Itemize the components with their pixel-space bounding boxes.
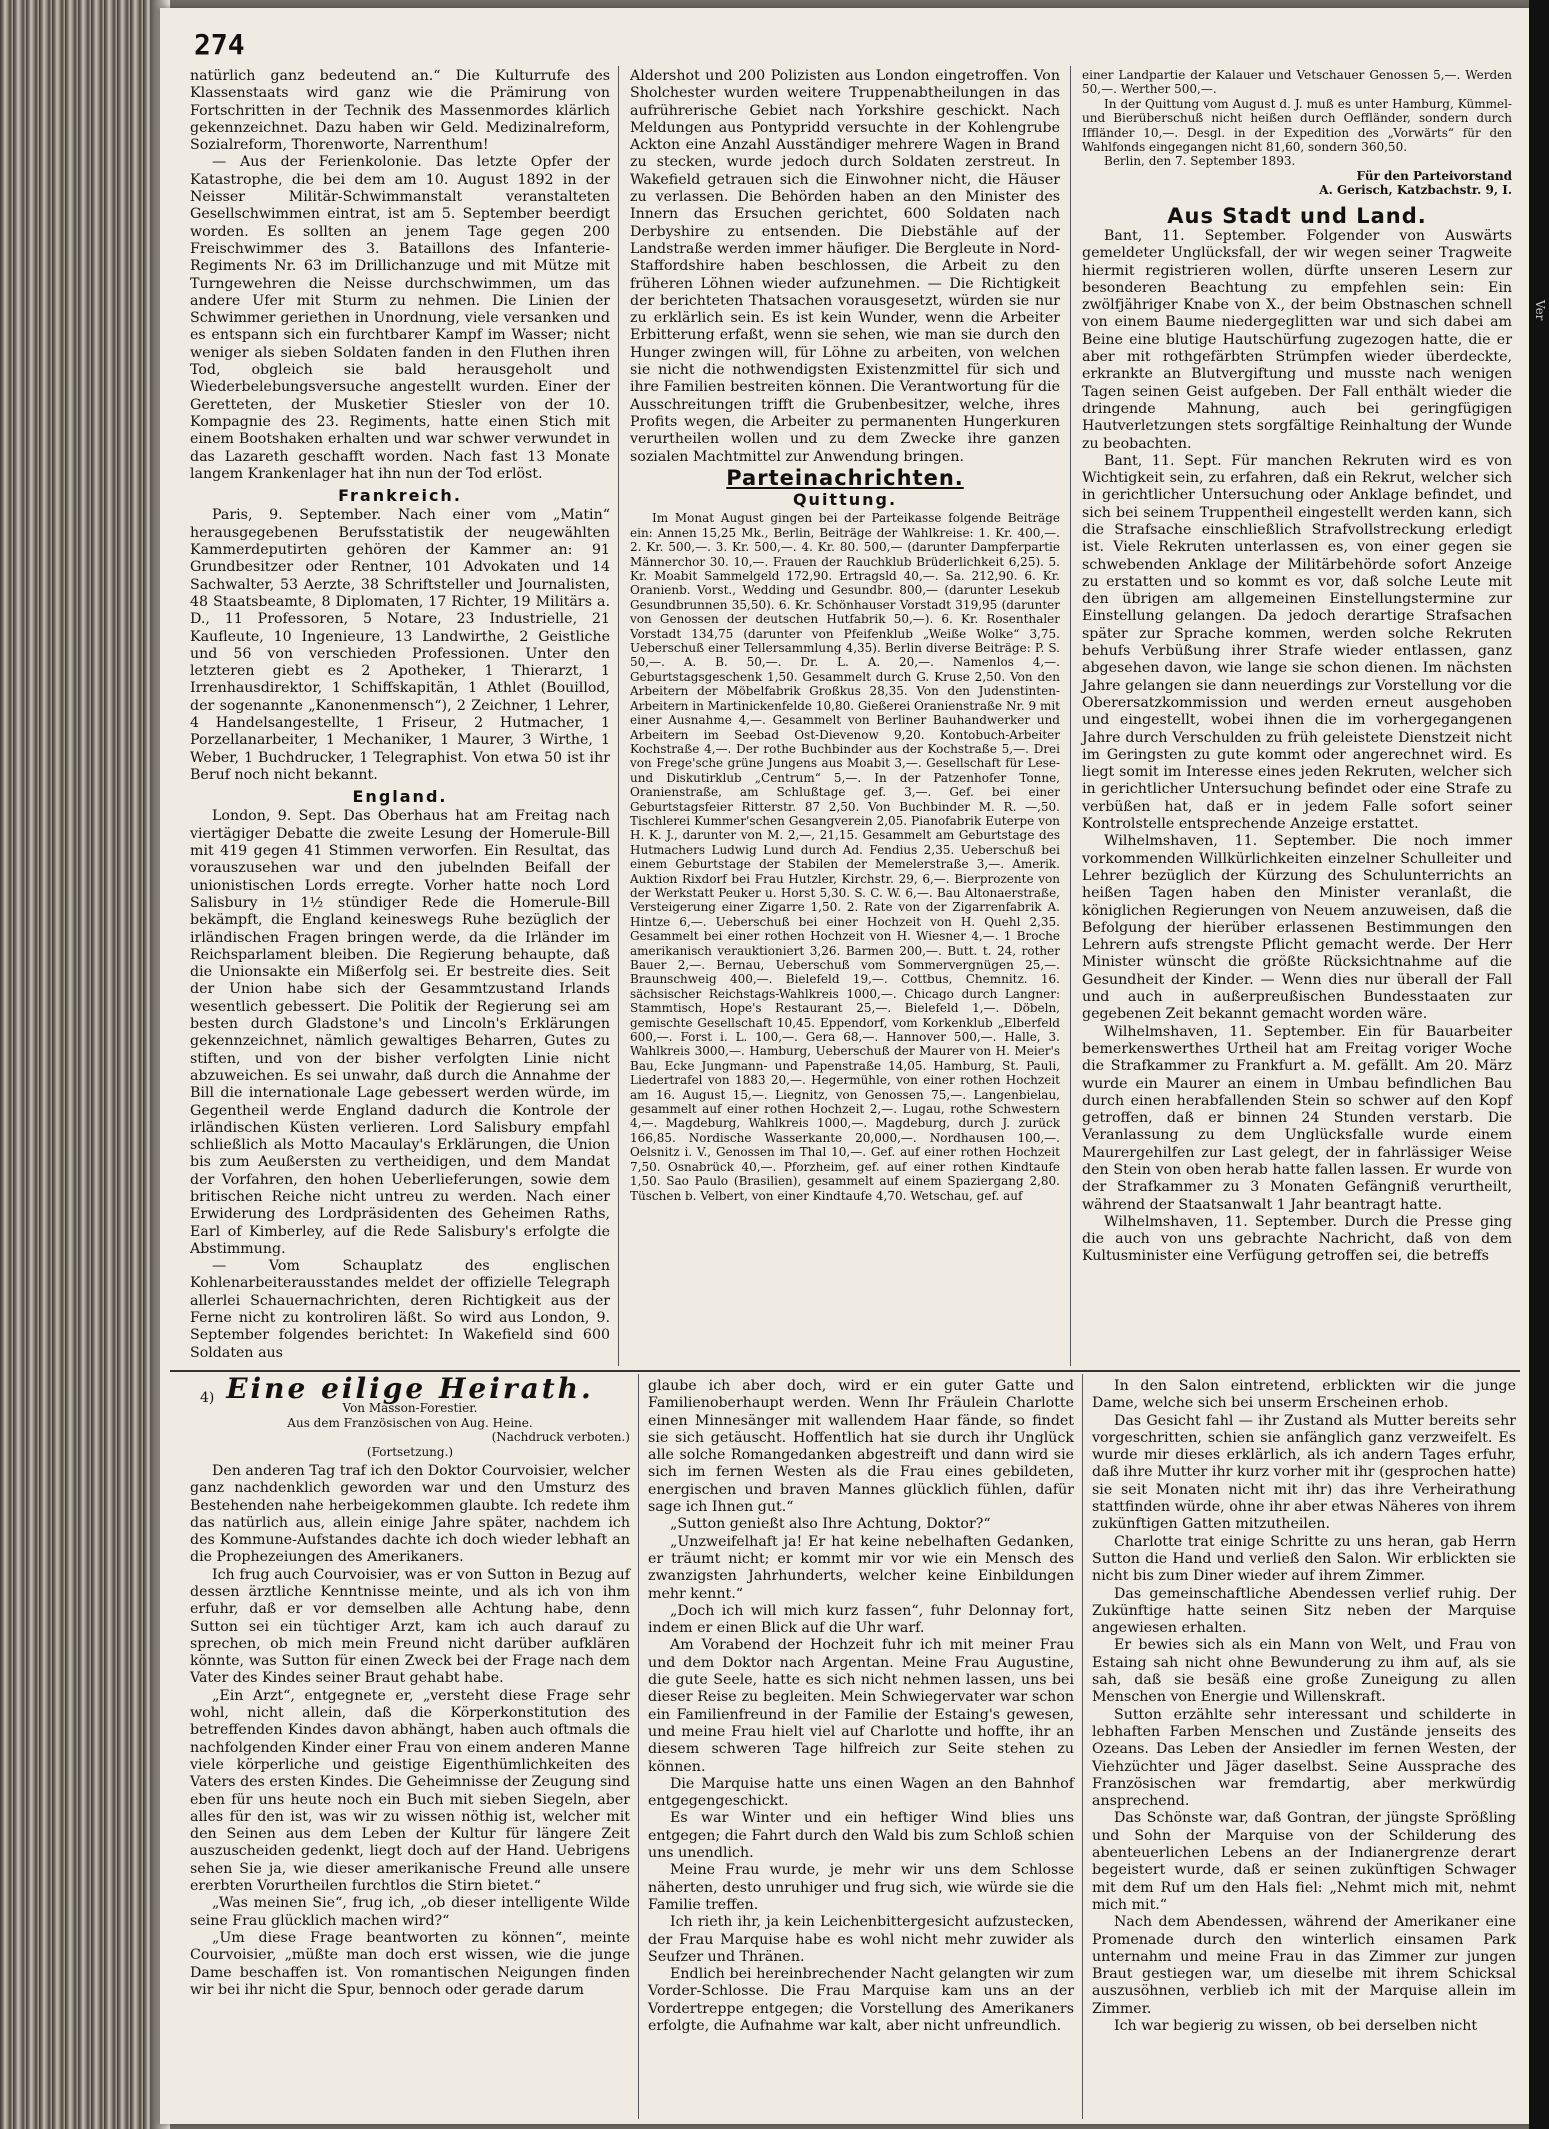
story-paragraph: „Was meinen Sie“, frug ich, „ob dieser intelligente Wilde seine Frau glücklich machen wird?“ [190,1895,630,1929]
book-binding [0,0,150,2129]
dateline: Berlin, den 7. September 1893. [1104,154,1296,169]
edge-mark: Ver [1533,300,1547,321]
column-rule [638,1374,639,2119]
section-heading-england: England. [352,787,448,807]
signature-line: Für den Parteivorstand [1356,168,1512,183]
article-text: Paris, 9. September. Nach einer vom „Matin“ herausgegebenen Berufsstatistik der neugewählten Kammerdeputirten gehören der Kammer an: 91 Grundbesitzer oder Rentner, 101 Advokaten und 14 Sachwalter, 53 Aerzte, 38 Schriftsteller und Journalisten, 48 Staatsbeamte, 8 Diplomaten, 17 Richter, 19 Militärs a. D., 11 Professoren, 5 Notare, 23 Industrielle, 21 Kaufleute, 10 Ingenieure, 13 Landwirthe, 2 Geistliche und 56 von verschieden Professionen. Unter den letzteren giebt es 2 Apotheker, 1 Thierarzt, 1 Irrenhausdirektor, 1 Schiffskapitän, 1 Athlet (Bouillod, der sogenannte „Kanonenmensch“), 2 Zeichner, 1 Lehrer, 4 Handelsangestellte, 1 Friseur, 2 Hutmacher, 1 Porzellanarbeiter, 1 Mechaniker, 1 Maurer, 3 Wirthe, 1 Weber, 1 Buchdrucker, 1 Telegraphist. Von etwa 50 ist ihr Beruf noch nicht bekannt. [190,507,610,783]
correction-note: In der Quittung vom August d. J. muß es unter Hamburg, Kümmel- und Bierüberschuß nicht heißen durch Oeffländer, sondern durch Iffländer 10,—. Desgl. in der Expedition des „Vorwärts“ für den Wahlfonds eingegangen nicht 81,60, sondern 360,50. [1082,96,1512,155]
subheading-quittung: Quittung. [792,490,898,510]
article-text: — Vom Schauplatz des englischen Kohlenarbeiterausstandes meldet der offizielle Telegraph allerlei Schauernachrichten, deren Richtigkeit aus der Ferne nicht zu kontroliren läßt. So wird aus London, 9. September folgendes berichtet: In Wakefield sind 600 Soldaten aus [190,1258,610,1361]
feuilleton-column-1 [190,1372,630,1999]
story-paragraph: Es war Winter und ein heftiger Wind blies uns entgegen; die Fahrt durch den Wald bis zum Schloß schien uns unendlich. [648,1810,1074,1862]
story-paragraph: „Um diese Frage beantworten zu können“, meinte Courvoisier, „müßte man doch erst wissen, wie die junge Dame beschaffen ist. Von romantischen Neigungen finden wir bei ihr nicht die Spur, bennoch oder gerade darum [190,1929,630,1998]
column-rule [618,66,619,1366]
feuilleton-column-3 [1092,1378,1516,2035]
column-3 [1082,68,1512,1266]
section-heading-frankreich: Frankreich. [338,486,462,506]
article-text: Aldershot und 200 Polizisten aus London eingetroffen. Von Sholchester wurden weitere Truppenabtheilungen in das aufrührerische Gebiet nach Yorkshire geschickt. Nach Meldungen aus Pontypridd versuchte in der Kohlengrube Ackton eine Anzahl Ausständiger mehrere Wagen in Brand zu stecken, wurde jedoch durch Soldaten zerstreut. In Wakefield getrauen sich die Einwohner nicht, die Häuser zu verlassen. Die Behörden haben an den Minister des Innern das Ersuchen gerichtet, 600 Soldaten nach Derbyshire zu entsenden. Die Diebstähle auf der Landstraße werden immer häufiger. Die Bergleute in Nord-Staffordshire haben beschlossen, die Arbeit zu den früheren Löhnen wieder aufzunehmen. — Die Richtigkeit der berichteten Thatsachen vorausgesetzt, würden sie nur zu erklärlich sein. Es ist kein Wunder, wenn die Arbeiter Erbitterung erfaßt, wenn sie sehen, wie man sie durch den Hunger zwingen will, für Löhne zu arbeiten, von welchen sie nicht die nothwendigsten Existenzmittel für sich und ihre Familien bestreiten können. Die Verantwortung für die Ausschreitungen trifft die Grubenbesitzer, welche, ihres Profits wegen, die Arbeiter zu permanenten Hungerkuren verurtheilen wollen und zu dem Zwecke ihre ganzen sozialen Machtmittel zur Anwendung bringen. [630,68,1060,465]
article-text: London, 9. Sept. Das Oberhaus hat am Freitag nach viertägiger Debatte die zweite Lesung der Homerule-Bill mit 419 gegen 41 Stimmen verworfen. Ein Resultat, das vorauszusehen war und den jubelnden Beifall der unionistischen Lords erregte. Vorher hatte noch Lord Salisbury in 1½ stündiger Rede die Homerule-Bill bekämpft, die England keineswegs Ruhe bezüglich der irländischen Fragen bringen werde, da die Irländer im Reichsparlament bleiben. Die Regierung behaupte, daß die Unionsakte ein Mißerfolg sei. Er bestreite dies. Seit der Union habe sich der Gesammtzustand Irlands wesentlich gebessert. Die Politik der Regierung sei am besten durch Gladstone's und Lincoln's Erklärungen gekennzeichnet, nämlich gewaltiges Beharren, Gutes zu stiften, und von der bisher verfolgten Linie nicht abzuweichen. Es sei unwahr, daß durch die Annahme der Bill die internationale Lage gebessert werden würde, im Gegentheil werde England dadurch die Kontrole der irländischen Küsten verlieren. Lord Salisbury empfahl schließlich als Motto Macaulay's Erklärungen, die Union bis zum Aeußersten zu vertheidigen, und dem Mandat der Vorfahren, den hohen Ueberlieferungen, sowie dem britischen Reiche nicht untreu zu werden. Nach einer Erwiderung des Lordpräsidenten des Geheimen Raths, Earl of Kimberley, auf die Rede Salisbury's erfolgte die Abstimmung. [190,808,610,1257]
story-paragraph: In den Salon eintretend, erblickten wir die junge Dame, welche sich bei unserm Erscheinen erhob. [1092,1378,1516,1412]
story-paragraph: Meine Frau wurde, je mehr wir uns dem Schlosse näherten, desto unruhiger und frug sich, wie würde sie die Familie treffen. [648,1862,1074,1913]
story-paragraph: Den anderen Tag traf ich den Doktor Courvoisier, welcher ganz nachdenklich geworden war und den Umsturz des Bestehenden nahe herbeigekommen glaubte. Ich redete ihm das natürlich aus, allein einige Jahre später, nachdem ich des Kommune-Aufstandes dachte ich doch wieder lebhaft an die Prophezeiungen des Amerikaners. [190,1462,630,1566]
story-paragraph: Das Schönste war, daß Gontran, der jüngste Sprößling und Sohn der Marquise von der Schilderung des abenteuerlichen Lebens an der Indianergrenze derart begeistert wurde, daß er seinen zukünftigen Schwager mit dem Ruf um den Hals fiel: „Nehmt mich mit, nehmt mich mit.“ [1092,1810,1516,1913]
story-paragraph: „Ein Arzt“, entgegnete er, „versteht diese Frage sehr wohl, nicht allein, daß die Körperkonstitution des betreffenden Kindes davon abhängt, haben auch oftmals die nachfolgenden Kinder einer Frau von einem anderen Manne viele körperliche und geistige Eigenthümlichkeiten des Vaters des ersten Kindes. Die Geheimnisse der Zeugung sind eben für uns heute noch ein Buch mit sieben Siegeln, aber alles für den ist, was wir zu wissen nöthig ist, welcher mit den Seinen aus dem Leben der Kultur für längere Zeit auszuscheiden gedenkt, liegt doch auf der Hand. Uebrigens sehen Sie ja, wie dieser amerikanische Freund alle unsere ererbten Vorurtheilen furchtlos die Stirn bietet.“ [190,1687,630,1895]
section-heading-parteinachrichten: Parteinachrichten. [726,465,964,490]
article-text: Wilhelmshaven, 11. September. Die noch immer vorkommenden Willkürlichkeiten einzelner Schulleiter und Lehrer bezüglich der Kürzung des Schulunterrichts an heißen Tagen haben den Minister veranlaßt, die königlichen Regierungen von Neuem anzuweisen, daß die Befolgung der hierüber erlassenen Bestimmungen den Lehrern aufs strengste Pflicht gemacht werde. Der Herr Minister wünscht die größte Rücksichtnahme auf die Gesundheit der Kinder. — Wenn dies nur überall der Fall und auch in außerpreußischen Bundesstaaten zur gegebenen Zeit bekannt gemacht worden wäre. [1082,833,1512,1023]
newspaper-page [160,8,1530,2124]
column-rule [1070,66,1071,1366]
article-text: Wilhelmshaven, 11. September. Durch die Presse ging die auch von uns gebrachte Nachricht, daß von dem Kultusminister eine Verfügung getroffen sei, die betreffs [1082,1213,1512,1265]
article-text: Bant, 11. Sept. Für manchen Rekruten wird es von Wichtigkeit sein, zu erfahren, daß ein Rekrut, welcher sich in gerichtlicher Untersuchung oder Anklage befindet, und sich bei seinem Truppentheil eingestellt werden kann, sich die Strafsache einschließlich Strafvollstreckung erledigt ist. Viele Rekruten unterlassen es, von einer gegen sie schwebenden Anklage der Militärbehörde sofort Anzeige zu erstatten und so kommt es vor, daß solche Leute mit den übrigen am allgemeinen Einstellungstermine zur Einstellung gelangen. Da jedoch derartige Strafsachen später zur Sprache kommen, werden solche Rekruten behufs Verbüßung ihrer Strafe wieder entlassen, ganz abgesehen davon, wie lange sie schon dienen. Im nächsten Jahre gelangen sie dann neuerdings zur Vorstellung vor die Oberersatzkommission und werden erneut ausgehoben und eingestellt, wobei ihnen die im vorhergegangenen Jahre durch Verschulden zu früh geleistete Dienstzeit nicht im Geringsten zu gute kommt oder angerechnet wird. Es liegt somit im Interesse eines jeden Rekruten, welcher sich in gerichtlicher Untersuchung befindet oder eine Strafe zu verbüßen hat, daß er in jedem Falle sofort seiner Kontrolstelle entsprechende Anzeige erstattet. [1082,452,1512,833]
story-paragraph: Die Marquise hatte uns einen Wagen an den Bahnhof entgegengeschickt. [648,1775,1074,1810]
column-rule [1082,1374,1083,2119]
receipt-list: einer Landpartie der Kalauer und Vetschauer Genossen 5,—. Werden 50,—. Werther 500,—. [1082,68,1512,97]
story-paragraph: „Doch ich will mich kurz fassen“, fuhr Delonnay fort, indem er einen Blick auf die Uhr warf. [648,1602,1074,1637]
story-paragraph: Ich frug auch Courvoisier, was er von Sutton in Bezug auf dessen ärztliche Kenntnisse meinte, und als ich von ihm erfuhr, daß er vor demselben alle Achtung habe, denn Sutton sei ein tüchtiger Arzt, kam ich auch darauf zu sprechen, ob mich mein Freund nicht darüber aufklären könnte, was Sutton für einen Zweck bei der Frage nach dem Vater des Kindes seiner Braut gehabt habe. [190,1566,630,1687]
story-paragraph: Das gemeinschaftliche Abendessen verlief ruhig. Der Zukünftige hatte seinen Sitz neben der Marquise angewiesen erhalten. [1092,1585,1516,1637]
feuilleton-column-2 [648,1378,1074,2035]
article-text: Bant, 11. September. Folgender von Auswärts gemeldeter Unglücksfall, der wir wegen seiner Tragweite hiermit registrieren wollen, dürfte unseren Lesern zur besonderen Beachtung zu empfehlen sein: Ein zwölfjähriger Knabe von X., der beim Obstnaschen schnell von einem Baume niedergeglitten war und sich dabei am Beine eine blutige Hautschürfung zugezogen hatte, die er aber mit rothgefärbten Strümpfen wieder überdeckte, erkrankte an Blutvergiftung und musste nach wenigen Tagen seinen Geist aufgeben. Der Fall enthält wieder die dringende Mahnung, auch bei geringfügigen Hautverletzungen stets sorgfältige Reinhaltung der Wunde zu beobachten. [1082,227,1512,452]
column-1 [190,68,610,1362]
story-paragraph: Er bewies sich als ein Mann von Welt, und Frau von Estaing sah nicht ohne Bewunderung zu ihm auf, als sie sah, daß sie besäß eine große Zuneigung zu allen Menschen von Energie und Willenskraft. [1092,1637,1516,1706]
story-paragraph: „Unzweifelhaft ja! Er hat keine nebelhaften Gedanken, er träumt nicht; er kommt mir vor wie ein Mensch des zwanzigsten Jahrhunderts, welcher keine Einbildungen mehr kennt.“ [648,1533,1074,1602]
story-paragraph: Sutton erzählte sehr interessant und schilderte in lebhaften Farben Menschen und Zustände jenseits des Ozeans. Das Leben der Ansiedler im fernen Westen, der Viehzüchter und Jäger daselbst. Seine Aussprache des Französischen war fremdartig, aber merkwürdig ansprechend. [1092,1706,1516,1810]
reprint-note: (Nachdruck verboten.) [491,1430,630,1445]
article-text: — Aus der Ferienkolonie. Das letzte Opfer der Katastrophe, die bei dem am 10. August 1892 in der Neisser Militär-Schwimmanstalt veranstalteten Gesellschwimmen eintrat, ist am 5. September beerdigt worden. Es sollten an jenem Tage gegen 200 Freischwimmer des 3. Bataillons des Infanterie-Regiments Nr. 63 im Drillichanzuge und mit Mütze mit Turngewehren die Neisse durchschwimmen, um das andere Ufer mit Sturm zu nehmen. Die Linien der Schwimmer geriethen in Unordnung, viele versanken und es entspann sich ein furchtbarer Kampf im Wasser; nicht weniger als sieben Soldaten fanden in den Fluthen ihren Tod, obgleich sie bald herausgeholt und Wiederbelebungsversuche angestellt wurden. Einer der Geretteten, der Musketier Stiesler von der 10. Kompagnie des 23. Regiments, hatte einen Stich mit einem Bootshaken erhalten und war schwer verwundet in das Lazareth geschafft worden. Nach fast 13 Monate langem Krankenlager hat ihn nun der Tod erlöst. [190,154,610,482]
story-title: Eine eilige Heirath. [226,1372,594,1405]
story-paragraph: Das Gesicht fahl — ihr Zustand als Mutter bereits sehr vorgeschritten, schien sie anfänglich ganz verzweifelt. Es wurde mir dieses erklärlich, als ich andern Tages erfuhr, daß ihre Mutter ihr kurz vorher mit ihr (gesprochen hatte) sie seit Monaten nicht mit ihr) das ihre Verheirathung stattfinden würde, ohne ihr aber etwas Näheres von ihrem zukünftigen Gatten mitzutheilen. [1092,1412,1516,1533]
story-paragraph: Charlotte trat einige Schritte zu uns heran, gab Herrn Sutton die Hand und verließ den Salon. Wir erblickten sie nicht bis zum Diner wieder auf ihrem Zimmer. [1092,1533,1516,1585]
story-translator: Aus dem Französischen von Aug. Heine. [287,1415,533,1430]
story-paragraph: glaube ich aber doch, wird er ein guter Gatte und Familienoberhaupt werden. Wenn Ihr Fräulein Charlotte einen Minnesänger mit wallendem Haar fände, so findet sie sich getäuscht. Hoffentlich hat sie durch ihr Unglück alle solche Romangedanken abgestreift und dann wird sie sich im fernen Westen als die Frau eines gebildeten, energischen und braven Mannes glücklich fühlen, dafür sage ich Ihnen gut.“ [648,1378,1074,1516]
receipt-list: Im Monat August gingen bei der Parteikasse folgende Beiträge ein: Annen 15,25 Mk., Berlin, Beiträge der Wahlkreise: 1. Kr. 400,—. 2. Kr. 500,—. 3. Kr. 500,—. 4. Kr. 80. 500,— (darunter Dampferpartie Männerchor 30. 10,—. Frauen der Rauchklub Brüderlichkeit 6,25). 5. Kr. Moabit Sammelgeld 172,90. Ertragsld 40,—. Sa. 212,90. 6. Kr. Oranienb. Vorst., Wedding und Gesundbr. 800,— (darunter Lesekub Gesundbrunnen 35,50). 6. Kr. Schönhauser Vorstadt 319,95 (darunter von Genossen der deutschen Hutfabrik 50,—). 6. Kr. Rosenthaler Vorstadt 134,75 (darunter von Pfeifenklub „Weiße Wolke“ 3,75. Ueberschuß einer Tellersammlung 4,35). Berlin diverse Beiträge: P. S. 50,—. A. B. 50,—. Dr. L. A. 20,—. Namenlos 4,—. Geburtstagsgeschenk 1,50. Gesammelt durch G. Kruse 2,50. Von den Arbeitern der Möbelfabrik Großkus 28,35. Von den Judenstinten-Arbeitern in Martinickenfelde 10,80. Gießerei Oranienstraße Nr. 9 mit einer Ausnahme 4,—. Gesammelt von Berliner Bauhandwerker und Arbeitern im Seebad Ost-Dievenow 9,20. Kontobuch-Arbeiter Kochstraße 4,—. Der rothe Buchbinder aus der Kochstraße 5,—. Drei von Frege'sche grüne Jungens aus Moabit 3,—. Gesellschaft für Lese- und Diskutirklub „Centrum“ 5,—. In der Patzenhofer Tonne, Oranienstraße, am Schlußtage gef. 3,—. Gef. bei einer Geburtstagsfeier Ritterstr. 87 2,50. Von Buchbinder M. R. —,50. Tischlerei Kummer'schen Gesangverein 2,05. Pianofabrik Euterpe von H. K. J., darunter von M. 2,—, 21,15. Gesammelt am Geburtstage des Hutmachers Ludwig Lund durch Ad. Fendius 2,35. Ueberschuß bei einem Geburtstage der Stabilen der Memelerstraße 3,—. Amerik. Auktion Rixdorf bei Frau Hutzler, Kirchstr. 29, 6,—. Bierprozente von der Werkstatt Peuker u. Horst 5,30. S. C. W. 6,—. Bau Altonaerstraße, Versteigerung einer Zigarre 1,50. 2. Rate von der Zigarrenfabrik A. Hintze 6,—. Ueberschuß bei einer Hochzeit von H. Quehl 2,35. Gesammelt bei einer rothen Hochzeit von H. Wiesner 4,—. 1 Broche amerikanisch verauktioniert 3,26. Barmen 200,—. Butt. t. 24, rother Bauer 2,—. Bernau, Ueberschuß vom Sommervergnügen 25,—. Braunschweig 400,—. Bielefeld 19,—. Cottbus, Chemnitz. 16. sächsischer Reichstags-Wahlkreis 1000,—. Chicago durch Langner: Stammtisch, Hope's Restaurant 25,—. Bielefeld 1,—. Döbeln, gemischte Gesellschaft 10,45. Eppendorf, vom Korkenklub „Elberfeld 600,—. Forst i. L. 100,—. Gera 68,—. Hannover 500,—. Halle, 3. Wahlkreis 3000,—. Hamburg, Ueberschuß der Maurer von H. Meier's Bau, Ecke Jungmann- und Papenstraße 14,05. Hamburg, St. Pauli, Liedertrafel von 1883 20,—. Hegermühle, von einer rothen Hochzeit am 16. August 15,—. Liegnitz, von Genossen 75,—. Langenbielau, gesammelt auf einer rothen Hochzeit 2,—. Lugau, rothe Schwestern 4,—. Magdeburg, Wahlkreis 1000,—. Magdeburg, durch J. zurück 166,85. Nordische Wasserkante 20,000,—. Nordhausen 100,—. Oelsnitz i. V., Genossen im Thal 10,—. Gef. auf einer rothen Hochzeit 7,50. Osnabrück 40,—. Pforzheim, gef. auf einer rothen Kindtaufe 1,50. Sao Paulo (Brasilien), gesammelt auf einem Spaziergang 2,80. Tüschen b. Velbert, von einer Kindtaufe 4,70. Wetschau, gef. auf [630,511,1060,1203]
signature-name: A. Gerisch, Katzbachstr. 9, I. [1319,183,1512,198]
installment-number: 4) [200,1390,215,1406]
story-author: Von Masson-Forestier. [342,1401,478,1416]
story-paragraph: Ich war begierig zu wissen, ob bei derselben nicht [1114,2017,1478,2034]
continuation-note: (Fortsetzung.) [366,1444,454,1459]
column-2 [630,68,1060,1203]
scan-edge [1529,0,1549,2129]
section-heading-stadt-und-land: Aus Stadt und Land. [1167,203,1427,228]
story-paragraph: Am Vorabend der Hochzeit fuhr ich mit meiner Frau und dem Doktor nach Argentan. Meine Frau Augustine, die gute Seele, hatte es sich nicht nehmen lassen, uns bei dieser Reise zu begleiten. Mein Schwiegervater war schon ein Familienfreund in der Familie der Estaing's gewesen, und meine Frau hielt viel auf Charlotte und hoffte, ihr an diesem schweren Tage hilfreich zur Seite stehen zu können. [648,1637,1074,1775]
story-paragraph: Ich rieth ihr, ja kein Leichenbittergesicht aufzustecken, der Frau Marquise habe es wohl nicht mehr zuwider als Seufzer und Thränen. [648,1914,1074,1965]
article-text: Wilhelmshaven, 11. September. Ein für Bauarbeiter bemerkenswerthes Urtheil hat am Freitag voriger Woche die Strafkammer zu Frankfurt a. M. gefällt. Am 20. März wurde ein Maurer an einem in Umbau befindlichen Bau durch einen herabfallenden Stein so schwer auf den Kopf getroffen, daß er binnen 24 Stunden verstarb. Die Veranlassung zu dem Unglücksfalle wurde einem Maurergehilfen zur Last gelegt, der in fahrlässiger Weise den Stein von oben herab hatte fallen lassen. Er wurde von der Strafkammer zu 3 Monaten Gefängniß verurtheilt, während der Staatsanwalt 1 Jahr beantragt hatte. [1082,1023,1512,1213]
article-text: natürlich ganz bedeutend an.“ Die Kulturrufe des Klassenstaats wird ganz wie die Prämirung von Fortschritten in der Technik des Massenmordes klärlich gekennzeichnet. Dazu haben wir Geld. Medizinalreform, Sozialreform, Thorenworte, Narrenthum! [190,68,610,154]
page-number: 274 [194,28,245,61]
story-paragraph: „Sutton genießt also Ihre Achtung, Doktor?“ [670,1516,991,1533]
story-paragraph: Nach dem Abendessen, während der Amerikaner eine Promenade durch den winterlich einsamen Park unternahm und meine Frau in das Zimmer zur jungen Braut gestiegen war, um dieselbe mit ihrem Schicksal auszusöhnen, verblieb ich mit der Marquise allein im Zimmer. [1092,1914,1516,2017]
story-paragraph: Endlich bei hereinbrechender Nacht gelangten wir zum Vorder-Schlosse. Die Frau Marquise kam uns an der Vordertreppe entgegen; die Vorstellung des Amerikaners erfolgte, die Aufnahme war kalt, aber nicht unfreundlich. [648,1966,1074,2034]
